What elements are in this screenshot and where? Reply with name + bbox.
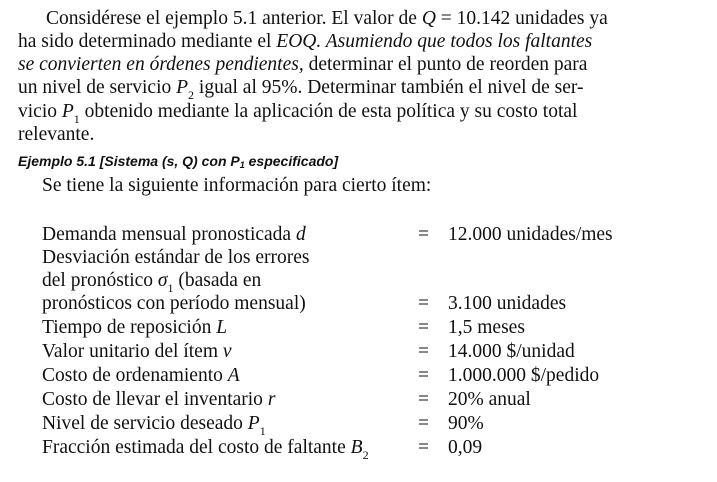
problem-line-1 [46,8,608,30]
item-label: pronósticos con período mensual) [42,293,306,314]
item-value: 1.000.000 $/pedido [448,365,600,386]
equals-sign: = [418,365,429,386]
list-item [42,317,227,339]
item-label: Costo de ordenamiento [42,365,228,386]
item-variable: v [222,341,232,362]
var-p: P [61,101,74,122]
item-label: (basada en [173,270,262,291]
item-label: Demanda mensual pronosticada [42,224,296,245]
equals-sign: = [418,317,429,338]
item-value: 12.000 unidades/mes [448,224,613,245]
item-label: del pronóstico [42,270,158,291]
heading-text: Ejemplo 5.1 [Sistema (s, Q) con P [18,153,240,169]
equals-sign: = [418,437,429,458]
text: ha sido determinado mediante el [18,31,277,52]
list-item [42,270,261,293]
item-variable: r [267,389,276,410]
item-value: 90% [448,413,484,434]
problem-line-3 [18,54,587,76]
example-intro: Se tiene la siguiente información para cierto ítem: [42,175,432,196]
item-label: Tiempo de reposición [42,317,217,338]
var-q: Q [421,8,436,29]
item-label: Valor unitario del ítem [42,341,223,362]
equals-sign: = [418,293,429,314]
item-label: Fracción estimada del costo de faltante [42,437,351,458]
item-value: 14.000 $/unidad [448,341,575,362]
list-item [42,389,275,411]
list-item [42,437,369,460]
text: relevante. [18,124,95,145]
text: determinar el punto de reorden para [303,54,588,75]
text: Considérese el ejemplo 5.1 anterior. El valor de [46,8,422,29]
item-value: 3.100 unidades [448,293,567,314]
item-value: 1,5 meses [448,317,525,338]
problem-line-2 [18,31,592,53]
text: un nivel de servicio [18,77,177,98]
text-italic: se convierten en órdenes pendientes, [18,54,304,75]
list-item [42,365,240,387]
subscript: 1 [239,160,245,170]
equals-sign: = [418,389,429,410]
problem-line-4 [18,77,584,100]
equals-sign: = [418,224,429,245]
item-subscript: 2 [362,448,369,462]
heading-text: especificado] [244,153,339,169]
list-item [42,413,266,436]
item-value: 0,09 [448,437,483,458]
item-variable: L [216,317,228,338]
list-item [42,341,232,363]
problem-line-5 [18,101,577,124]
item-variable: d [295,224,306,245]
list-item [42,293,306,315]
list-item [42,247,309,269]
problem-line-6 [18,124,94,146]
equals-sign: = [418,341,429,362]
example-heading [18,152,338,172]
item-label: Costo de llevar el inventario [42,389,268,410]
list-item [42,224,306,246]
item-variable: B [350,437,363,458]
text: obtenido mediante la aplicación de esta política y su costo total [79,101,578,122]
text: vicio [18,101,62,122]
text: igual al 95%. Determinar también el nivel de ser- [194,77,584,98]
subscript: 2 [188,88,195,102]
item-variable: σ [157,270,168,291]
text-italic: EOQ. Asumiendo que todos los faltantes [276,31,593,52]
item-subscript: 1 [167,281,174,295]
item-value: 20% anual [448,389,531,410]
item-label: Desviación estándar de los errores [42,247,310,268]
item-variable: A [227,365,240,386]
equals-sign: = [418,413,429,434]
item-variable: P [247,413,260,434]
text: = 10.142 unidades ya [435,8,608,29]
var-p: P [176,77,189,98]
subscript: 1 [73,112,80,126]
item-label: Nivel de servicio deseado [42,413,248,434]
item-subscript: 1 [259,424,266,438]
